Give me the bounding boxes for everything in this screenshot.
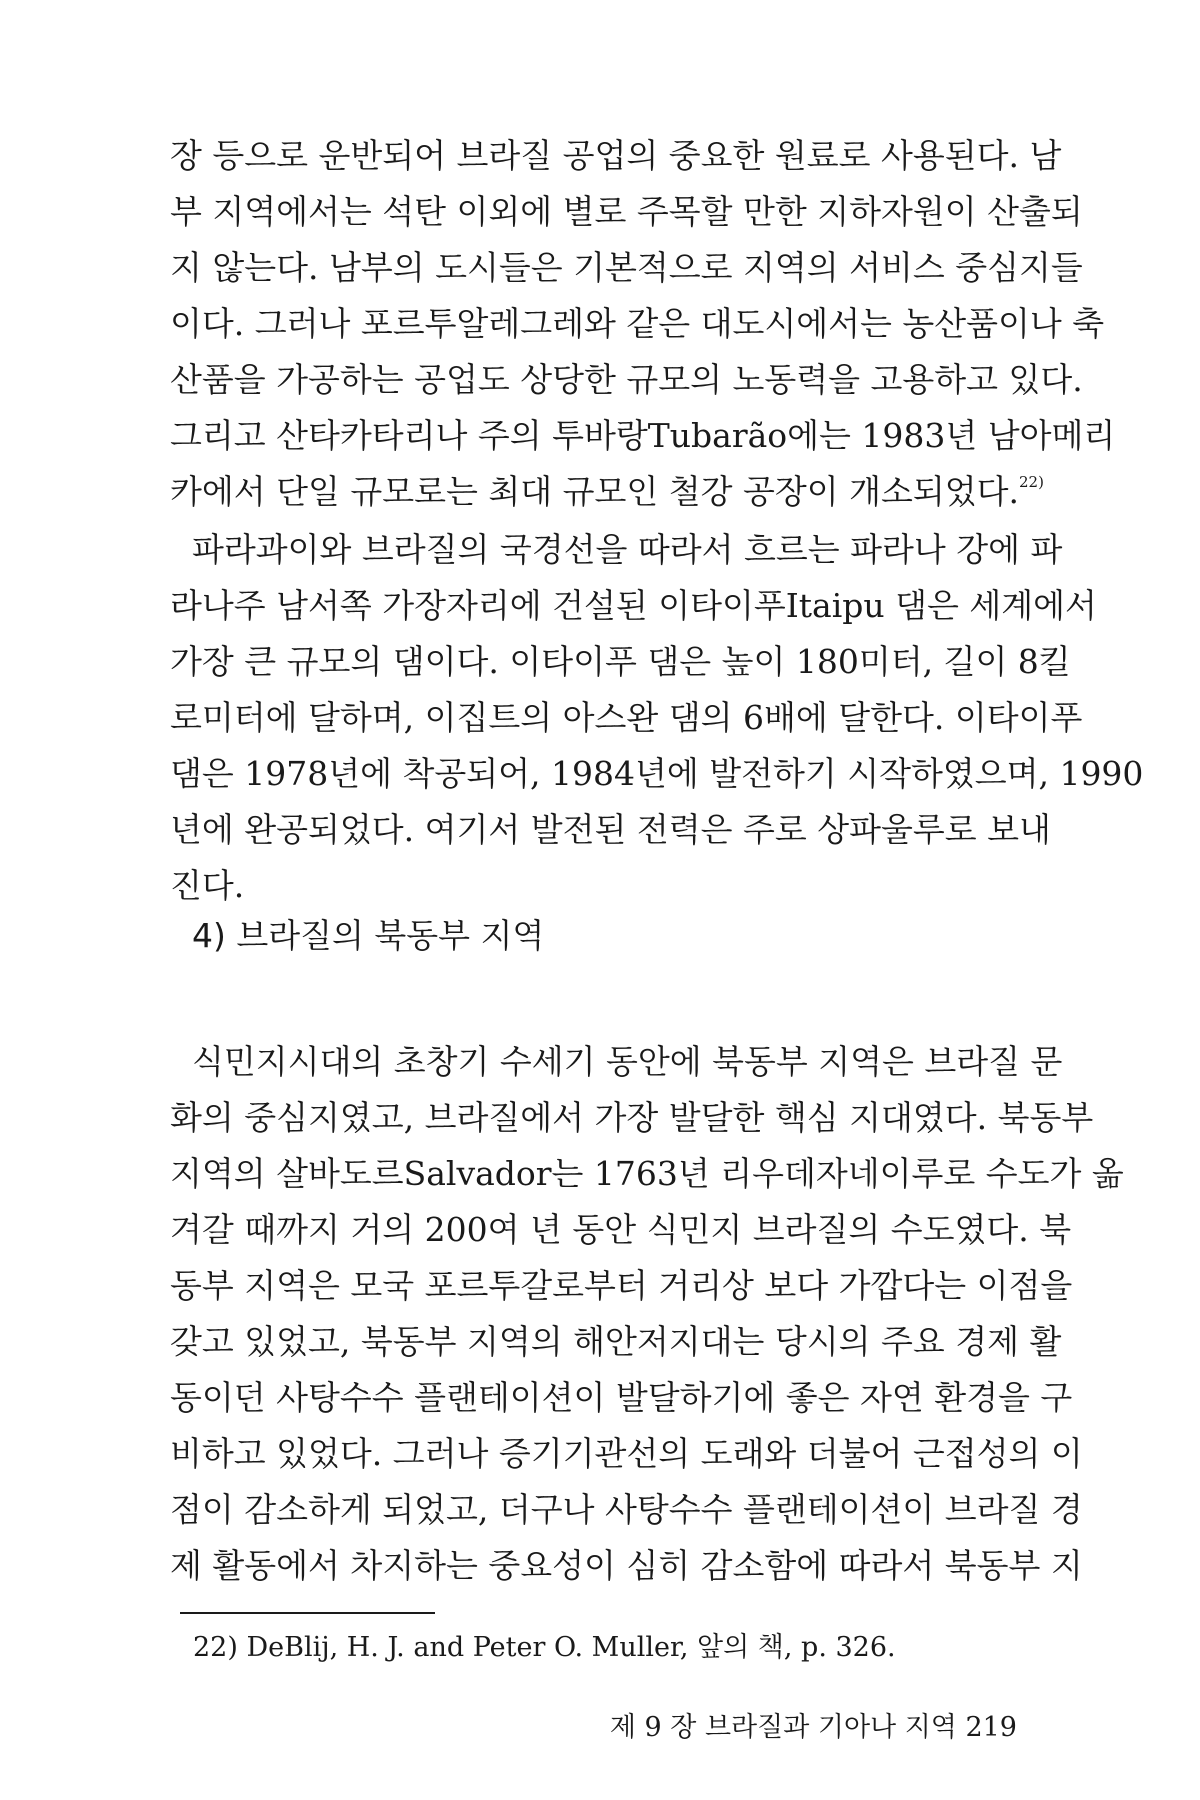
paragraph-line: 동부 지역은 모국 포르투갈로부터 거리상 보다 가깝다는 이점을 — [170, 1266, 1073, 1305]
paragraph-line: 년에 완공되었다. 여기서 발전된 전력은 주로 상파울루로 보내 — [170, 810, 1051, 849]
paragraph-line: 비하고 있었다. 그러나 증기기관선의 도래와 더불어 근접성의 이 — [170, 1434, 1083, 1473]
paragraph-line: 진다. — [170, 866, 245, 905]
footnote-reference: 22) — [1019, 473, 1044, 491]
paragraph-line: 겨갈 때까지 거의 200여 년 동안 식민지 브라질의 수도였다. 북 — [170, 1210, 1072, 1249]
paragraph-line: 그리고 산타카타리나 주의 투바랑Tubarão에는 1983년 남아메리 — [170, 416, 1116, 455]
paragraph-line: 갖고 있었고, 북동부 지역의 해안저지대는 당시의 주요 경제 활 — [170, 1322, 1062, 1361]
section-heading: 4) 브라질의 북동부 지역 — [192, 916, 545, 955]
paragraph-line: 이다. 그러나 포르투알레그레와 같은 대도시에서는 농산품이나 축 — [170, 304, 1105, 343]
paragraph-line: 지 않는다. 남부의 도시들은 기본적으로 지역의 서비스 중심지들 — [170, 248, 1083, 287]
paragraph-line: 라나주 남서쪽 가장자리에 건설된 이타이푸Itaipu 댐은 세계에서 — [170, 586, 1097, 625]
paragraph-line — [170, 472, 1044, 512]
footnote-text: 22) DeBlij, H. J. and Peter O. Muller, 앞의 책, p. 326. — [193, 1632, 896, 1663]
footnote-divider — [180, 1612, 435, 1614]
paragraph-line: 장 등으로 운반되어 브라질 공업의 중요한 원료로 사용된다. 남 — [170, 136, 1062, 175]
paragraph-line: 화의 중심지였고, 브라질에서 가장 발달한 핵심 지대였다. 북동부 — [170, 1098, 1094, 1137]
paragraph-line: 지역의 살바도르Salvador는 1763년 리우데자네이루로 수도가 옮 — [170, 1154, 1124, 1193]
running-footer: 제 9 장 브라질과 기아나 지역 219 — [609, 1712, 1017, 1743]
paragraph-line: 댐은 1978년에 착공되어, 1984년에 발전하기 시작하였으며, 1990 — [170, 754, 1144, 793]
paragraph-line: 산품을 가공하는 공업도 상당한 규모의 노동력을 고용하고 있다. — [170, 360, 1083, 399]
paragraph-text: 카에서 단일 규모로는 최대 규모인 철강 공장이 개소되었다. — [170, 472, 1019, 511]
paragraph-line: 부 지역에서는 석탄 이외에 별로 주목할 만한 지하자원이 산출되 — [170, 192, 1083, 231]
paragraph-line: 로미터에 달하며, 이집트의 아스완 댐의 6배에 달한다. 이타이푸 — [170, 698, 1083, 737]
paragraph-line: 제 활동에서 차지하는 중요성이 심히 감소함에 따라서 북동부 지 — [170, 1546, 1083, 1585]
paragraph-line: 식민지시대의 초창기 수세기 동안에 북동부 지역은 브라질 문 — [192, 1042, 1063, 1081]
paragraph-line: 가장 큰 규모의 댐이다. 이타이푸 댐은 높이 180미터, 길이 8킬 — [170, 642, 1071, 681]
paragraph-line: 점이 감소하게 되었고, 더구나 사탕수수 플랜테이션이 브라질 경 — [170, 1490, 1083, 1529]
paragraph-line: 파라과이와 브라질의 국경선을 따라서 흐르는 파라나 강에 파 — [192, 530, 1063, 569]
paragraph-line: 동이던 사탕수수 플랜테이션이 발달하기에 좋은 자연 환경을 구 — [170, 1378, 1073, 1417]
